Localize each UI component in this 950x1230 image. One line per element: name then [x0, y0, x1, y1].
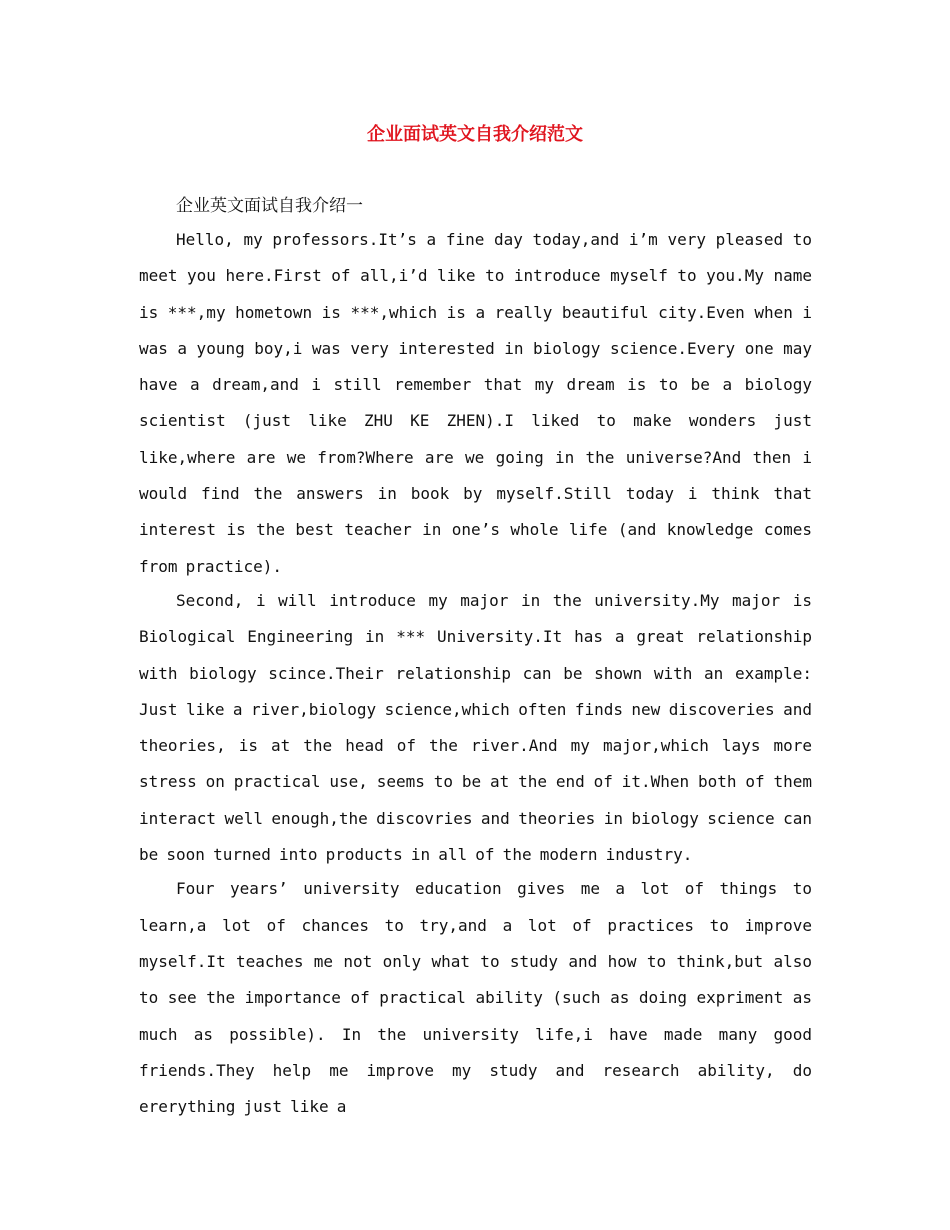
paragraph-university: Four years’ university education gives me a lot of things to learn,a lot of chances to try,and a lot of practices to improve myself.It teaches me not only what to study and how to think,but also to see the importance of practical ability (such as doing expriment as much as possible). In the university life,i have made many good friends.They help me improve my study and research ability, do ererything just like a: [139, 879, 812, 1117]
section-heading: 企业英文面试自我介绍一: [176, 196, 363, 216]
document-title: 企业面试英文自我介绍范文: [367, 124, 583, 145]
paragraph-intro: Hello, my professors.It’s a fine day today,and i’m very pleased to meet you here.First of all,i’d like to introduce myself to you.My name is ***,my hometown is ***,which is a really beautiful city.Even when i was a young boy,i was very interested in biology science.Every one may have a dream,and i still remember that my dream is to be a biology scientist (just like ZHU KE ZHEN).I liked to make wonders just like,where are we from?Where are we going in the universe?And then i would find the answers in book by myself.Still today i think that interest is the best teacher in one’s whole life (and knowledge comes from practice).: [139, 230, 812, 576]
document-body: [139, 222, 812, 1125]
paragraph-major: Second, i will introduce my major in the university.My major is Biological Engineering in *** University.It has a great relationship with biology scince.Their relationship can be shown with an example: Just like a river,biology science,which often finds new discoveries and theories, is at the head of the river.And my major,which lays more stress on practical use, seems to be at the end of it.When both of them interact well enough,the discovries and theories in biology science can be soon turned into products in all of the modern industry.: [139, 590, 812, 865]
